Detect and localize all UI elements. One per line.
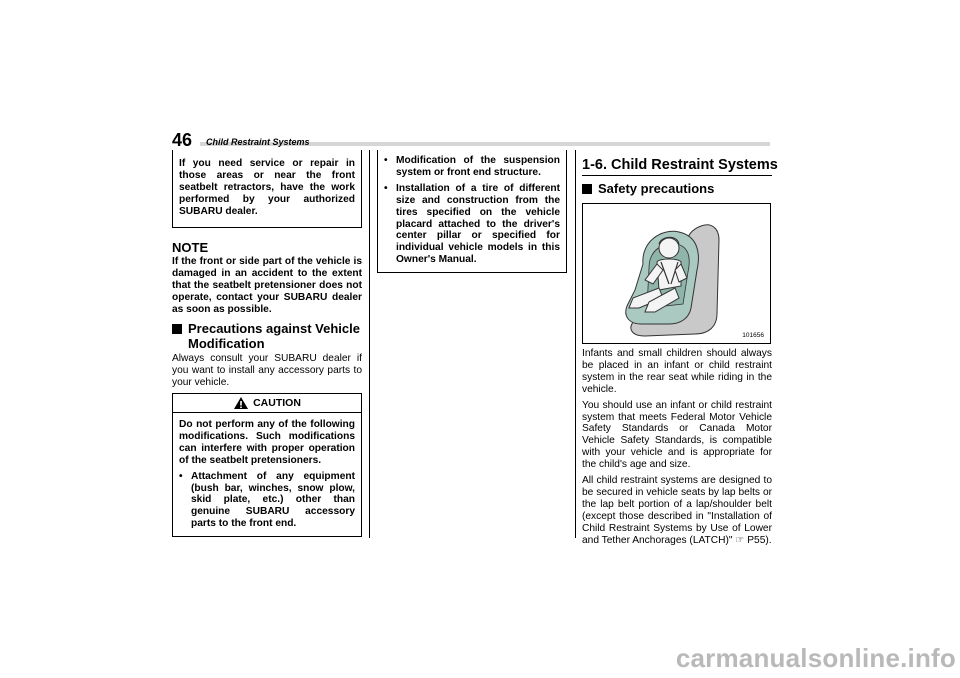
note-body: If the front or side part of the vehicle is damaged in an accident to the extent that the seatbelt pretensioner does not operate, contact your SUBARU dealer as soon as possible. (172, 256, 362, 315)
section-heading-safety (582, 181, 714, 196)
section-heading-line1: Precautions against Vehicle (188, 321, 360, 336)
column-divider-left (369, 150, 370, 538)
watermark-text: carmanualsonline.info (675, 643, 956, 673)
caution-content (173, 413, 361, 530)
caution-item-text: Attachment of any equipment (bush bar, winches, snow plow, skid plate, etc.) other than genuine SUBARU accessory parts to the front end. (191, 470, 355, 530)
caution-item-text: Installation of a tire of different size and construction from the tires specified on the vehicle placard attached to the driver's center pillar or specified for individual vehicle models in this Owner's Manual. (396, 182, 560, 266)
caution-header (173, 394, 361, 413)
caution-intro: Do not perform any of the following modifications. Such modifications can interfere with proper operation of the seatbelt pretensioners. (179, 419, 355, 466)
section-square-icon (582, 184, 592, 194)
note-heading: NOTE (172, 240, 209, 255)
chapter-heading-rule (582, 175, 772, 176)
warning-triangle-icon (233, 396, 249, 410)
caution-label: CAUTION (253, 397, 301, 409)
chapter-heading: 1-6. Child Restraint Systems (582, 157, 778, 173)
caution-item-text: Modification of the suspension system or front end structure. (396, 155, 560, 178)
column-divider-right (575, 150, 576, 538)
section-square-icon (172, 324, 182, 334)
bullet-icon: • (384, 182, 388, 194)
bullet-icon: • (179, 470, 183, 482)
safety-paragraph-1: Infants and small children should always be placed in an infant or child restraint system in the rear seat while riding in the vehicle. (582, 348, 772, 395)
child-seat-illustration (582, 203, 771, 344)
section-body-modification: Always consult your SUBARU dealer if you want to install any accessory parts to your vehicle. (172, 353, 362, 388)
section-heading-modification (172, 321, 367, 351)
safety-paragraph-2: You should use an infant or child restraint system that meets Federal Motor Vehicle Safety Standards or Canada Motor Vehicle Safety Standards, is compatible with your vehicle and is appropriate for the child's age and size. (582, 399, 772, 471)
figure-id: 101656 (742, 332, 764, 339)
safety-paragraph-3: All child restraint systems are designed to be secured in vehicle seats by lap belts or the lap belt portion of a lap/shoulder belt (except those described in "Installation of Child Restraint Systems by Use of Lower and Tether Anchorages (LATCH)" ☞ P55). (582, 475, 772, 546)
service-warning-text: If you need service or repair in those areas or near the front seatbelt retractors, have the work performed by your authorized SUBARU dealer. (179, 158, 355, 217)
chapter-title: Child Restraint Systems (206, 137, 310, 147)
section-heading-text: Safety precautions (598, 181, 715, 196)
caution-list-item (179, 471, 355, 531)
caution-list-item (384, 183, 560, 266)
section-heading-line2: Modification (188, 336, 265, 351)
caution-list-item (384, 155, 560, 179)
bullet-icon: • (384, 155, 388, 166)
safety-paragraphs (582, 348, 772, 547)
page-number: 46 (172, 130, 193, 150)
caution-box-continued (377, 150, 567, 273)
child-seat-drawing (583, 204, 770, 343)
caution-box (172, 393, 362, 537)
service-warning-box (172, 150, 362, 228)
